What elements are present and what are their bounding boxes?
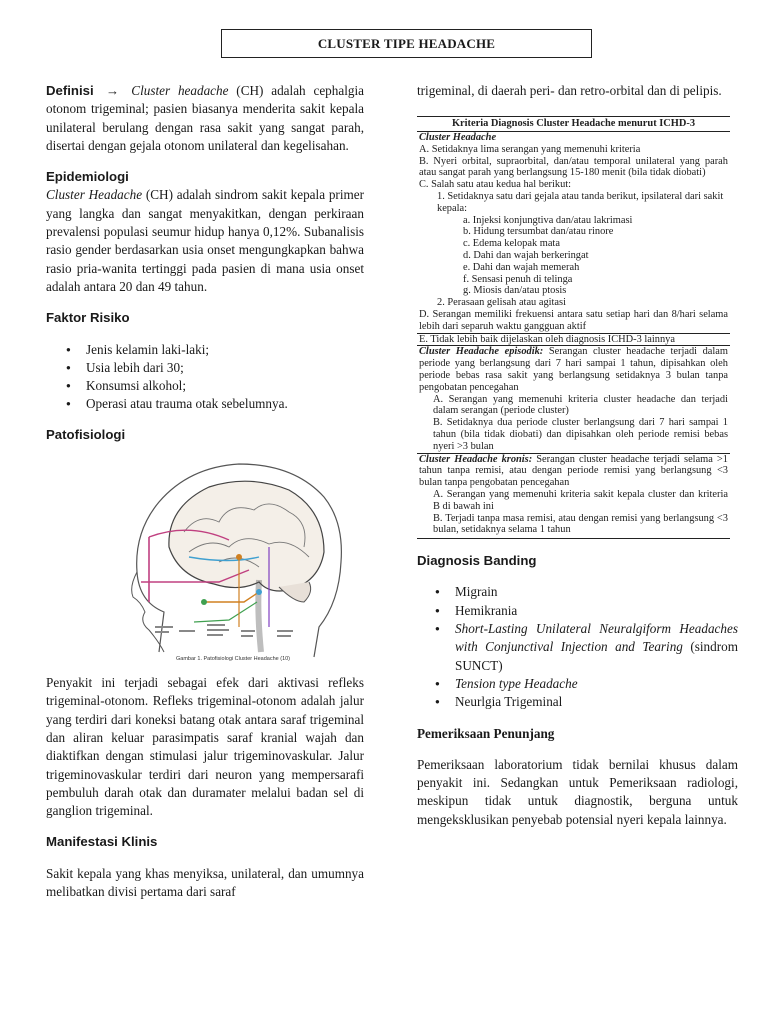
table-row: e. Dahi dan wajah memerah (463, 261, 580, 273)
definisi-term: Cluster headache (131, 83, 229, 98)
manifestasi-paragraph: Sakit kepala yang khas menyiksa, unilateral, dan umumnya melibatkan divisi pertama dari saraf (46, 865, 364, 900)
definisi-paragraph (46, 82, 364, 155)
pemeriksaan-paragraph: Pemeriksaan laboratorium tidak bernilai khusus dalam penyakit ini. Sedangkan untuk Pemeriksaan radiologi, meskipun tidak untuk diagnostik, berguna untuk mengeksklusikan penyebab potensial nyeri kepala lainnya. (417, 756, 738, 827)
diagnosis-banding-heading: Diagnosis Banding (417, 553, 537, 569)
list-item: ● Operasi atau trauma otak sebelumnya. (62, 395, 364, 413)
sunct-name: Short-Lasting Unilateral Neuralgiform Headaches with Conjunctival Injection and Tearing (455, 621, 738, 655)
tension-name: Tension type Headache (455, 675, 578, 691)
diagnosis-banding-list (431, 583, 738, 711)
table-row: A. Serangan yang memenuhi kriteria sakit kepala cluster dan kriteria B di bawah ini (433, 489, 728, 512)
table-row: 1. Setidaknya satu dari gejala atau tanda berikut, ipsilateral dari sakit kepala: (437, 191, 724, 214)
arrow-icon: → (105, 83, 120, 98)
list-item: ● Hemikrania (431, 602, 738, 620)
pathophysiology-figure (119, 452, 347, 670)
ichd3-criteria-table (417, 116, 730, 539)
list-item (431, 620, 738, 675)
definisi-label: Definisi (46, 83, 94, 98)
sunct-abbrev: (sindrom SUNCT) (455, 639, 738, 673)
table-row: A. Setidaknya lima serangan yang memenuhi kriteria (419, 143, 641, 155)
epidemiologi-term: Cluster Headache (46, 187, 143, 203)
table-row: c. Edema kelopak mata (463, 238, 560, 250)
kronis-text: Serangan cluster headache terjadi selama >1 tahun tanpa remisi, atau dengan periode remisi yang berlangsung <3 bulan tanpa pengobatan pencegahan (419, 453, 728, 489)
list-item: ● Jenis kelamin laki-laki; (62, 341, 364, 359)
table-header: Kriteria Diagnosis Cluster Headache menurut ICHD-3 (417, 116, 730, 132)
brain-diagram-image (119, 452, 347, 662)
manifestasi-heading: Manifestasi Klinis (46, 834, 158, 850)
definisi-text: (CH) adalah cephalgia otonom trigeminal; pasien biasanya menderita sakit kepala unilateral berulang dengan rasa sakit yang sangat parah, disertai dengan gejala otonom unilateral dan kegelisahan. (46, 83, 364, 153)
continued-paragraph: trigeminal, di daerah peri- dan retro-orbital dan di pelipis. (417, 83, 722, 98)
table-row: B. Setidaknya dua periode cluster berlangsung dari 7 hari sampai 1 tahun (bila tidak diobati) dan dipisahkan oleh periode remisi bebas nyeri >3 bulan (433, 417, 728, 452)
table-row: d. Dahi dan wajah berkeringat (463, 250, 589, 262)
episodik-text: Serangan cluster headache terjadi dalam periode yang berlangsung dari 7 hari sampai 1 tahun, dipisahkan oleh periode bebas rasa sakit yang berlangsung setidaknya 3 bulan tanpa pengobatan pencegahan (419, 346, 728, 393)
epidemiologi-paragraph (46, 186, 364, 296)
table-row: B. Nyeri orbital, supraorbital, dan/atau temporal unilateral yang parah atau sangat parah yang berlangsung 15-180 menit (bila tidak diobati) (419, 155, 728, 179)
epidemiologi-text: (CH) adalah sindrom sakit kepala primer yang langka dan sangat menyakitkan, dengan perkiraan prevalensi populasi seumur hidup hanya 0,12%. Subanalisis rasio gender berdasarkan usia onset mengungkapkan bahwa rasio pria-wanita tertinggi pada pasien di mana usia onset adalah antara 20 dan 49 tahun. (46, 187, 364, 294)
list-item: ● Neurlgia Trigeminal (431, 693, 738, 711)
table-row: C. Salah satu atau kedua hal berikut: (419, 179, 572, 191)
table-row: g. Miosis dan/atau ptosis (463, 285, 567, 297)
list-item (431, 675, 738, 693)
epidemiologi-heading: Epidemiologi (46, 169, 129, 185)
table-row (417, 453, 730, 489)
page-title: CLUSTER TIPE HEADACHE (221, 29, 592, 58)
right-column (417, 82, 738, 829)
table-row (417, 346, 730, 393)
table-row: b. Hidung tersumbat dan/atau rinore (463, 226, 614, 238)
episodik-title: Cluster Headache episodik: (419, 346, 544, 358)
table-row: E. Tidak lebih baik dijelaskan oleh diagnosis ICHD-3 lainnya (417, 333, 730, 347)
kronis-title: Cluster Headache kronis: (419, 453, 533, 465)
table-section-title: Cluster Headache (419, 132, 497, 144)
table-row: f. Sensasi penuh di telinga (463, 273, 573, 285)
patofisiologi-paragraph: Penyakit ini terjadi sebagai efek dari aktivasi refleks trigeminal-otonom. Refleks trigeminal-otonom adalah jalur yang terdiri dari koneksi batang otak antara saraf trigeminal dan aliran keluar parasimpatis saraf kranial wajah dan diaktifkan dengan stimulasi jalur trigeminovaskular. Jalur trigeminovaskular terdiri dari neuron yang mempersarafi pembuluh darah otak dan duramater melalui badan sel di ganglion trigeminal. (46, 675, 364, 819)
faktor-risiko-heading: Faktor Risiko (46, 310, 130, 326)
list-item: ● Migrain (431, 583, 738, 601)
patofisiologi-heading: Patofisiologi (46, 426, 126, 442)
left-column (46, 82, 364, 901)
figure-caption: Gambar 1. Patofisiologi Cluster Headache (10) (175, 655, 291, 662)
table-row: 2. Perasaan gelisah atau agitasi (437, 297, 566, 309)
table-row: B. Terjadi tanpa masa remisi, atau dengan remisi yang berlangsung <3 bulan, setidaknya selama 1 tahun (417, 513, 730, 540)
list-item: ● Konsumsi alkohol; (62, 377, 364, 395)
table-row: A. Serangan yang memenuhi kriteria cluster headache dan terjadi dalam serangan (periode cluster) (433, 393, 728, 417)
table-row: D. Serangan memiliki frekuensi antara satu setiap hari dan 8/hari selama lebih dari separuh waktu gangguan aktif (419, 309, 728, 332)
pemeriksaan-heading: Pemeriksaan Penunjang (417, 725, 555, 741)
list-item: ● Usia lebih dari 30; (62, 359, 364, 377)
faktor-risiko-list (62, 341, 364, 414)
table-row: a. Injeksi konjungtiva dan/atau lakrimasi (463, 214, 633, 226)
